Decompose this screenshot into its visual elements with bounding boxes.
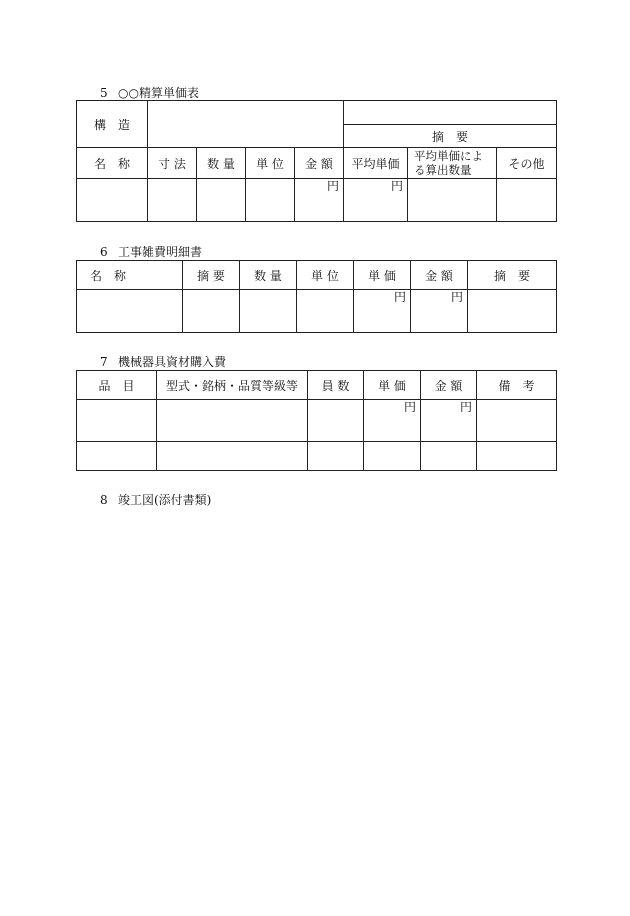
yen-amount-cell <box>295 179 344 222</box>
section-7-title <box>100 355 226 369</box>
data-cell <box>246 179 295 222</box>
section-6-number: 6 <box>100 245 108 259</box>
section-8-title-text: 竣工図(添付書類) <box>118 493 212 507</box>
data-cell <box>197 179 246 222</box>
section-5-title <box>100 86 199 100</box>
yen-unit-price-cell <box>364 400 421 442</box>
data-cell <box>477 400 557 442</box>
structure-value-cell <box>148 101 344 148</box>
header-remarks: 備 考 <box>477 371 557 400</box>
section-8-number: 8 <box>100 493 108 507</box>
header-average-unit-price: 平均単価 <box>344 148 408 179</box>
header-item: 品 目 <box>77 371 157 400</box>
yen-label: 円 <box>459 400 472 414</box>
yen-amount-cell <box>421 400 477 442</box>
header-model-brand-quality: 型式・銘柄・品質等級等 <box>157 371 308 400</box>
section-6-title-text: 工事雑費明細書 <box>118 245 203 259</box>
header-amount: 金 額 <box>295 148 344 179</box>
data-cell <box>157 442 308 471</box>
data-cell <box>148 179 197 222</box>
header-name-cell <box>77 261 183 290</box>
header-unit: 単 位 <box>246 148 295 179</box>
data-cell <box>308 400 364 442</box>
section-7-number: 7 <box>100 355 108 369</box>
section-7-title-text: 機械器具資材購入費 <box>118 355 227 369</box>
header-remarks: 摘 要 <box>468 261 557 290</box>
data-cell <box>468 290 557 333</box>
data-cell <box>364 442 421 471</box>
header-summary: 摘 要 <box>183 261 240 290</box>
yen-label: 円 <box>390 179 403 193</box>
data-cell <box>408 179 497 222</box>
header-name: 名 称 <box>90 268 127 283</box>
data-cell <box>240 290 297 333</box>
section-5-number: 5 <box>100 86 108 100</box>
yen-amount-cell <box>411 290 468 333</box>
summary-label: 摘 要 <box>432 129 469 144</box>
header-unit-price: 単 価 <box>354 261 411 290</box>
header-calculated-quantity: 平均単価による算出数量 <box>408 148 497 179</box>
structure-label-cell <box>77 101 148 148</box>
header-other: その他 <box>497 148 557 179</box>
header-name: 名 称 <box>77 148 148 179</box>
data-cell <box>421 442 477 471</box>
yen-label: 円 <box>450 290 463 304</box>
data-cell <box>77 290 183 333</box>
equipment-materials-table <box>76 370 557 471</box>
header-quantity: 数 量 <box>197 148 246 179</box>
header-unit-price: 単 価 <box>364 371 421 400</box>
data-cell <box>477 442 557 471</box>
header-dimension: 寸 法 <box>148 148 197 179</box>
summary-top-cell <box>344 101 557 125</box>
misc-expenses-table <box>76 260 557 333</box>
yen-label: 円 <box>403 400 416 414</box>
data-cell <box>77 442 157 471</box>
data-cell <box>297 290 354 333</box>
structure-label: 構 造 <box>93 117 130 132</box>
settlement-unit-price-table <box>76 100 557 222</box>
header-quantity: 数 量 <box>240 261 297 290</box>
header-count: 員 数 <box>308 371 364 400</box>
yen-unit-price-cell <box>354 290 411 333</box>
header-amount: 金 額 <box>411 261 468 290</box>
section-8-title <box>100 493 211 507</box>
data-cell <box>77 400 157 442</box>
yen-label: 円 <box>393 290 406 304</box>
header-unit: 単 位 <box>297 261 354 290</box>
section-5-title-text: ○○精算単価表 <box>118 86 199 100</box>
data-cell <box>77 179 148 222</box>
yen-label: 円 <box>326 179 339 193</box>
data-cell <box>157 400 308 442</box>
data-cell <box>497 179 557 222</box>
section-6-title <box>100 245 202 259</box>
summary-label-cell <box>344 125 557 148</box>
yen-average-cell <box>344 179 408 222</box>
data-cell <box>308 442 364 471</box>
data-cell <box>183 290 240 333</box>
header-amount: 金 額 <box>421 371 477 400</box>
